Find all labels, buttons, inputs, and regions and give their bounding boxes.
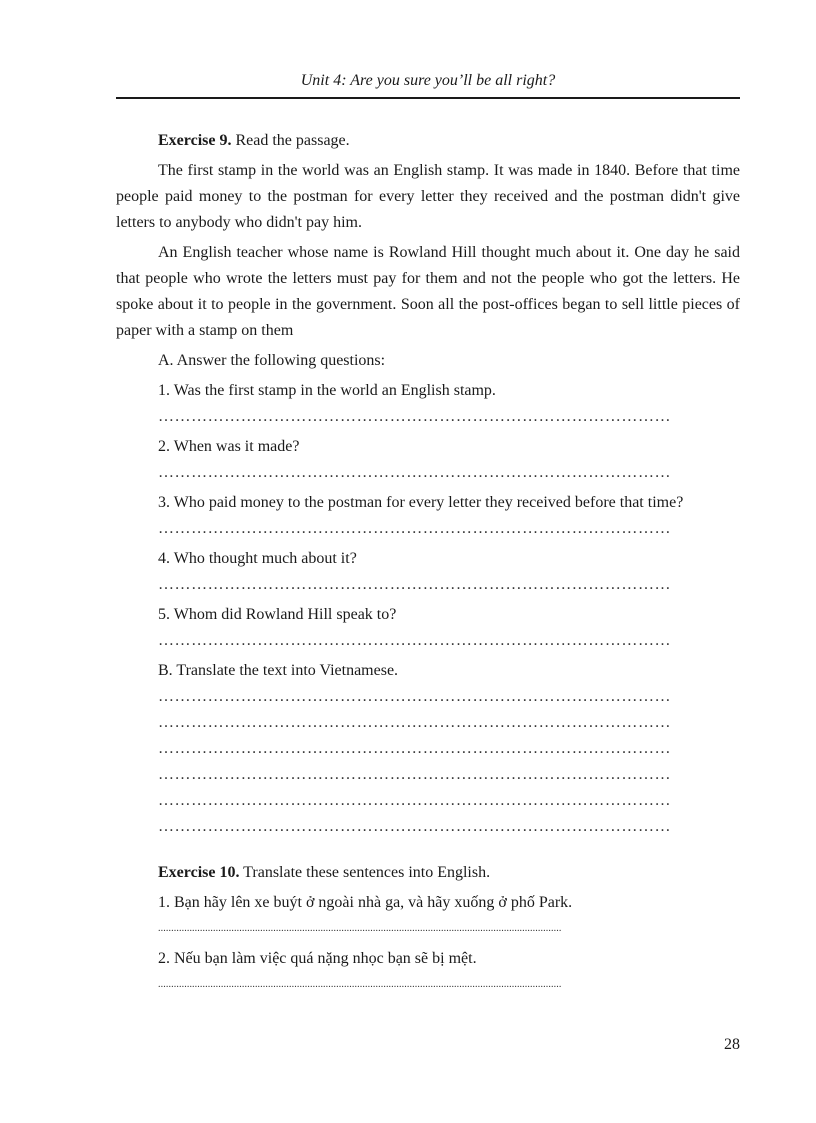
page-content <box>116 128 740 998</box>
section-b-heading: B. Translate the text into Vietnamese. <box>158 662 399 679</box>
translation-line-6[interactable]: ………………………………………………………………………………… <box>158 818 672 835</box>
translation-line-2[interactable]: ………………………………………………………………………………… <box>158 714 672 731</box>
running-header: Unit 4: Are you sure you’ll be all right? <box>300 72 556 89</box>
question-5: 5. Whom did Rowland Hill speak to? <box>158 606 397 623</box>
answer-line-5[interactable]: ………………………………………………………………………………… <box>158 632 672 649</box>
page-number: 28 <box>724 1036 740 1053</box>
sentence-answer-line-2[interactable]: .......................................................................................................................................................... <box>158 979 562 990</box>
exercise-9-heading <box>116 128 740 154</box>
sentence-answer-line-1[interactable]: .......................................................................................................................................................... <box>158 923 562 934</box>
question-4: 4. Who thought much about it? <box>158 550 357 567</box>
sentence-2: 2. Nếu bạn làm việc quá nặng nhọc bạn sẽ bị mệt. <box>158 950 477 967</box>
translation-line-5[interactable]: ………………………………………………………………………………… <box>158 792 672 809</box>
exercise-10-instruction: Translate these sentences into English. <box>239 864 491 881</box>
section-a-heading: A. Answer the following questions: <box>158 352 386 369</box>
sentence-1: 1. Bạn hãy lên xe buýt ở ngoài nhà ga, và hãy xuống ở phố Park. <box>158 894 573 911</box>
exercise-9-instruction: Read the passage. <box>231 132 350 149</box>
answer-line-4[interactable]: ………………………………………………………………………………… <box>158 576 672 593</box>
section-spacer <box>116 840 740 860</box>
answer-line-2[interactable]: ………………………………………………………………………………… <box>158 464 672 481</box>
answer-line-3[interactable]: ………………………………………………………………………………… <box>158 520 672 537</box>
passage-paragraph-1: The first stamp in the world was an English stamp. It was made in 1840. Before that time people paid money to the postman for every letter they received and the postman didn't give letters to anybody who didn't pay him. <box>116 162 740 231</box>
exercise-10-heading <box>116 860 740 886</box>
question-3: 3. Who paid money to the postman for every letter they received before that time? <box>158 494 684 511</box>
exercise-10-label: Exercise 10. <box>158 864 240 881</box>
translation-line-1[interactable]: ………………………………………………………………………………… <box>158 688 672 705</box>
question-2: 2. When was it made? <box>158 438 300 455</box>
question-1: 1. Was the first stamp in the world an English stamp. <box>158 382 496 399</box>
translation-line-3[interactable]: ………………………………………………………………………………… <box>158 740 672 757</box>
translation-line-4[interactable]: ………………………………………………………………………………… <box>158 766 672 783</box>
passage-paragraph-2: An English teacher whose name is Rowland Hill thought much about it. One day he said that people who wrote the letters must pay for them and not the people who got the letters. He spoke about it to people in the government. Soon all the post-offices began to sell little pieces of paper with a stamp on them <box>116 244 740 339</box>
header-rule <box>116 97 740 99</box>
exercise-9-label: Exercise 9. <box>158 132 232 149</box>
answer-line-1[interactable]: ………………………………………………………………………………… <box>158 408 672 425</box>
